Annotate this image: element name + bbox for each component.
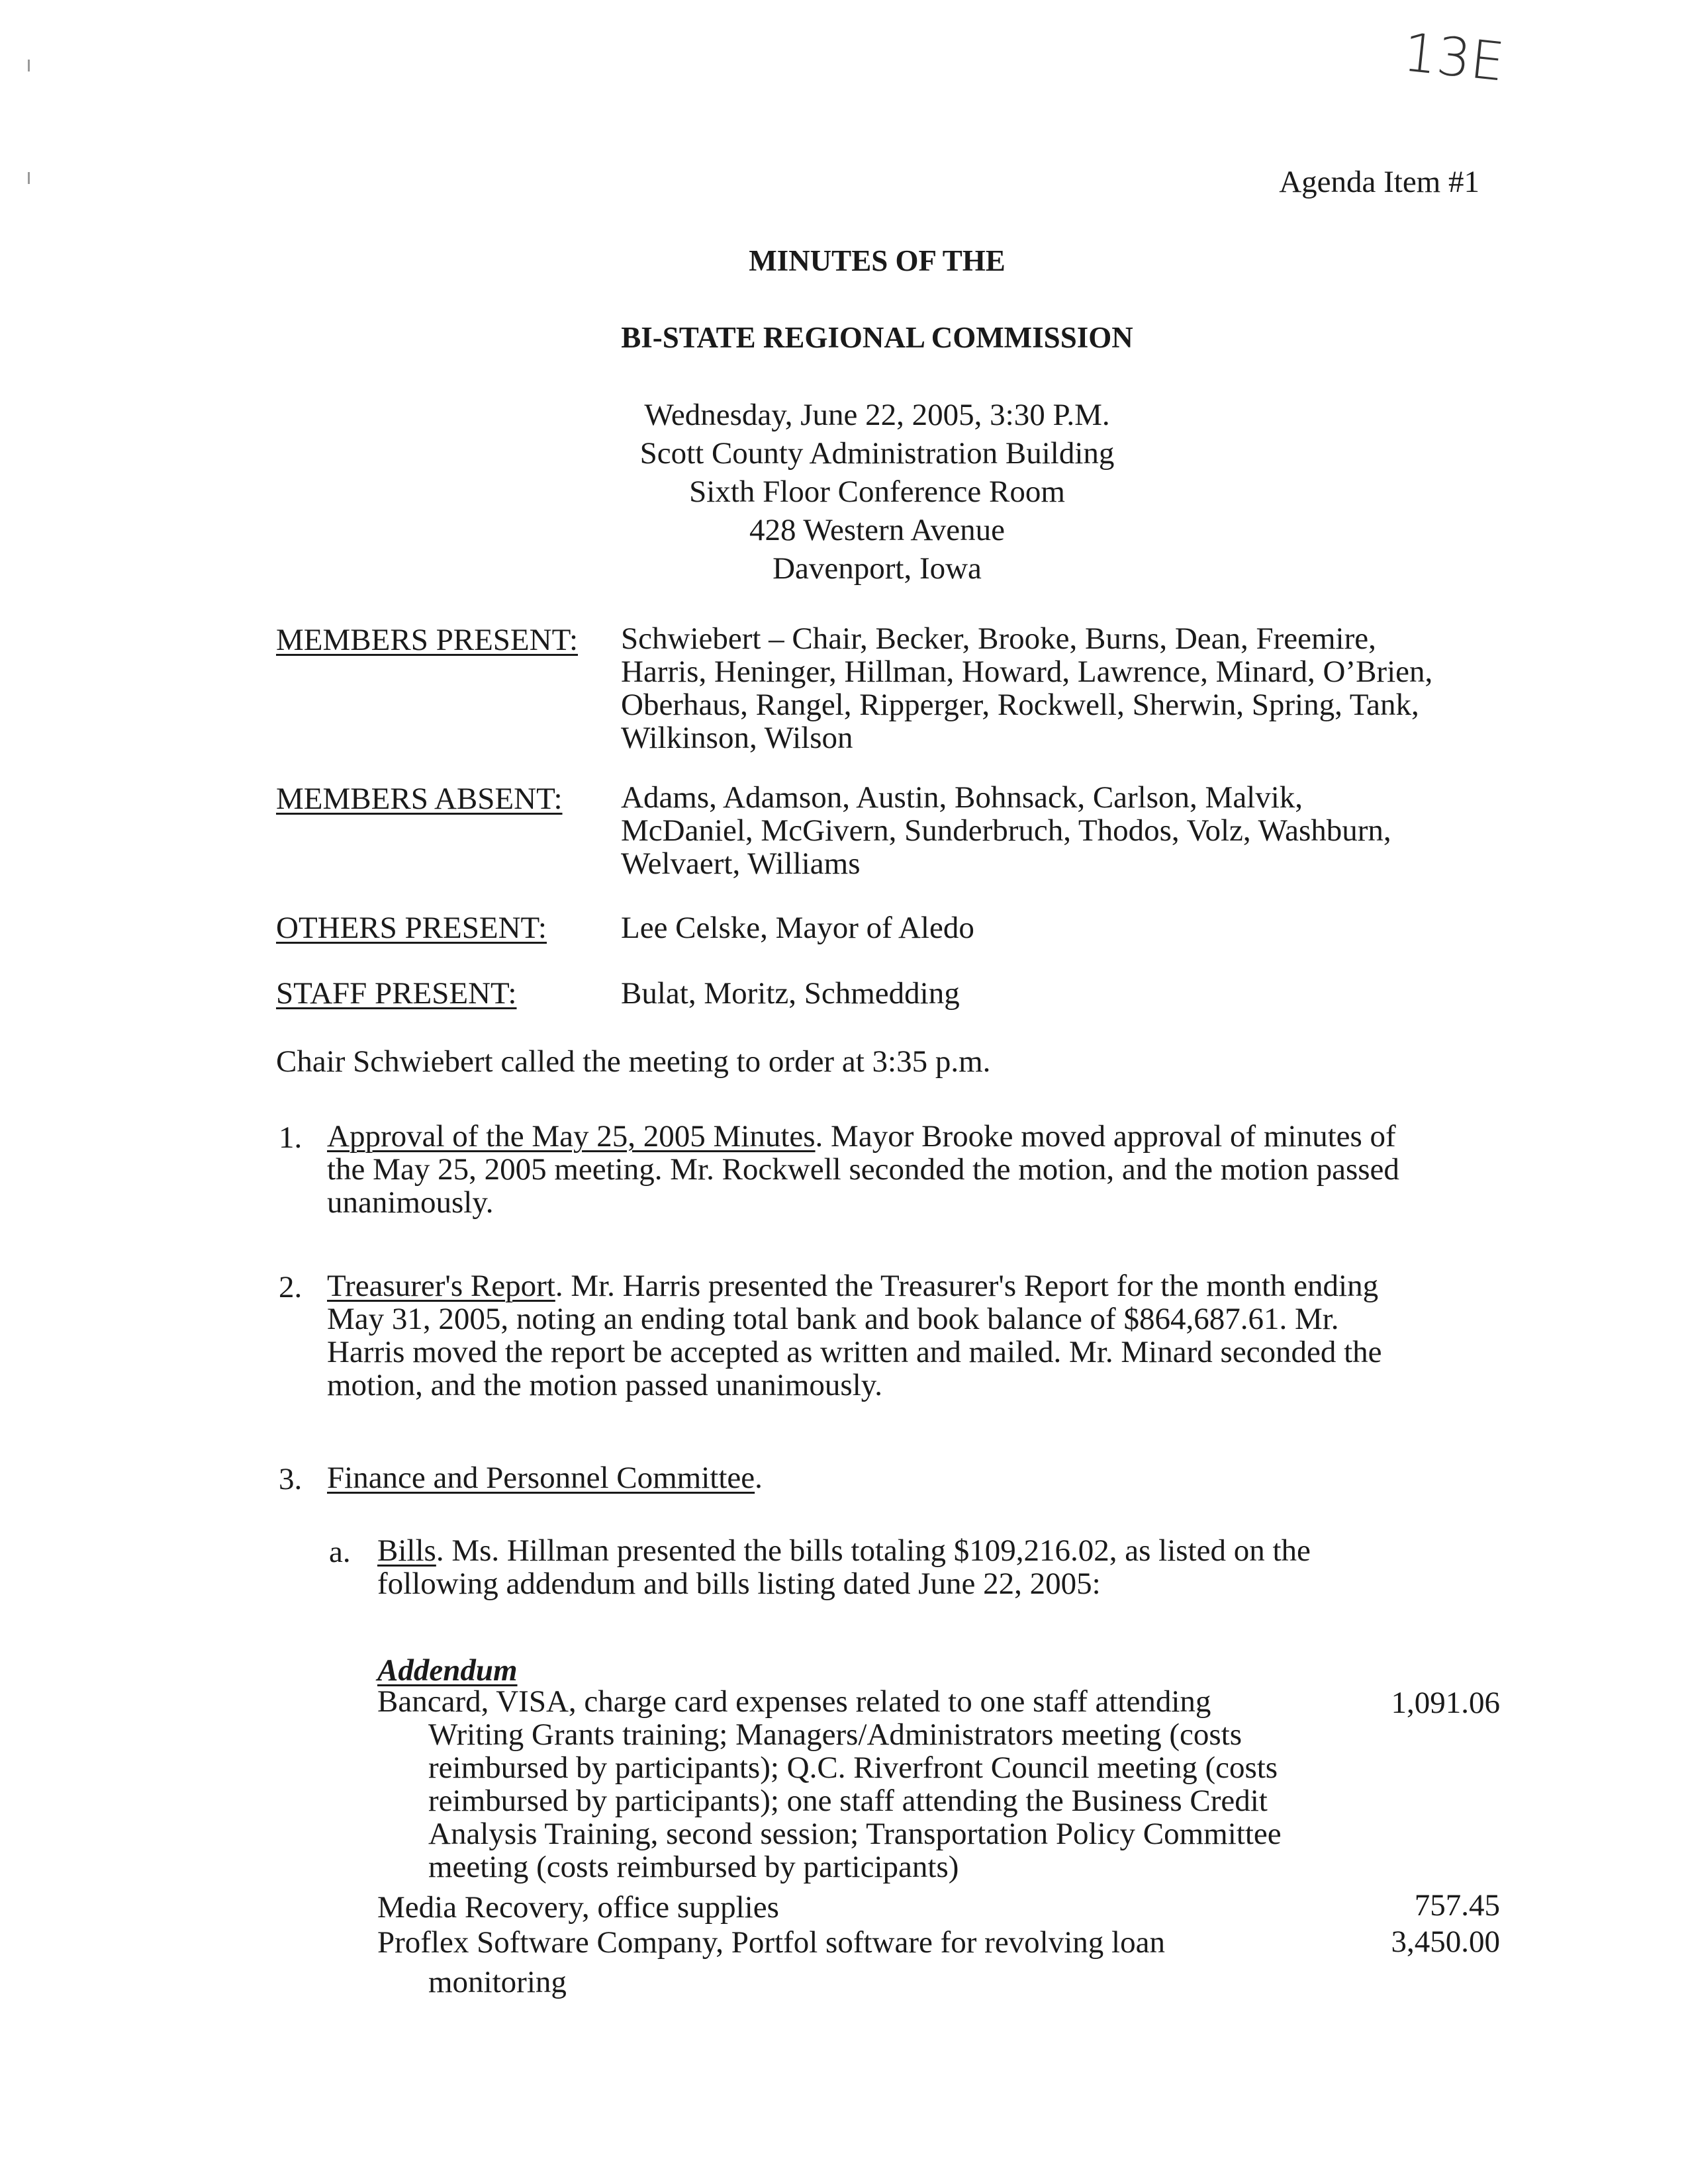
others-present-value: Lee Celske, Mayor of Aledo [621, 911, 974, 945]
text-line: unanimously. [327, 1185, 494, 1220]
addendum-amount: 1,091.06 [1391, 1686, 1500, 1720]
staff-present-label: STAFF PRESENT: [276, 976, 517, 1011]
others-present-label: OTHERS PRESENT: [276, 911, 547, 945]
members-present-list [621, 622, 1432, 754]
subitem-bills [377, 1534, 1311, 1600]
addendum-entry [377, 1685, 1282, 1884]
text-line: following addendum and bills listing dated June 22, 2005: [377, 1567, 1101, 1601]
members-absent-list [621, 781, 1391, 880]
text-line: Wilkinson, Wilson [621, 721, 853, 755]
meeting-building: Scott County Administration Building [639, 436, 1115, 471]
item-heading: Treasurer's Report [327, 1269, 555, 1303]
text-line: Analysis Training, second session; Transportation Policy Committee [428, 1817, 1282, 1851]
text-line: Harris moved the report be accepted as written and mailed. Mr. Minard seconded the [327, 1335, 1382, 1369]
text-line: Oberhaus, Rangel, Ripperger, Rockwell, Sherwin, Spring, Tank, [621, 688, 1419, 722]
text-line: the May 25, 2005 meeting. Mr. Rockwell seconded the motion, and the motion passed [327, 1152, 1399, 1187]
subitem-heading: Bills [377, 1533, 436, 1568]
agenda-item-label: Agenda Item #1 [1279, 165, 1479, 199]
addendum-heading: Addendum [377, 1653, 518, 1688]
members-present-label: MEMBERS PRESENT: [276, 623, 579, 657]
subitem-letter: a. [329, 1535, 351, 1569]
text-line: Schwiebert – Chair, Becker, Brooke, Burns, Dean, Freemire, [621, 621, 1376, 656]
item-number: 3. [279, 1462, 303, 1496]
meeting-street: 428 Western Avenue [749, 513, 1006, 547]
text-line: . [755, 1461, 763, 1495]
text-line: Harris, Heninger, Hillman, Howard, Lawrence, Minard, O’Brien, [621, 655, 1433, 689]
item-approval-minutes [327, 1120, 1399, 1219]
call-to-order: Chair Schwiebert called the meeting to order at 3:35 p.m. [276, 1044, 991, 1079]
text-line: Bancard, VISA, charge card expenses related to one staff attending [377, 1684, 1211, 1719]
item-heading: Finance and Personnel Committee [327, 1461, 755, 1495]
title-line-1: MINUTES OF THE [749, 244, 1006, 277]
text-line: motion, and the motion passed unanimously. [327, 1368, 882, 1402]
item-heading: Approval of the May 25, 2005 Minutes [327, 1119, 816, 1154]
text-line: McDaniel, McGivern, Sunderbruch, Thodos, Volz, Washburn, [621, 813, 1391, 848]
text-line: Adams, Adamson, Austin, Bohnsack, Carlson, Malvik, [621, 780, 1303, 815]
addendum-amount: 3,450.00 [1391, 1925, 1500, 1959]
meeting-room: Sixth Floor Conference Room [689, 475, 1065, 509]
text-line: meeting (costs reimbursed by participants) [428, 1850, 959, 1884]
text-line: reimbursed by participants); Q.C. Riverfront Council meeting (costs [428, 1751, 1278, 1785]
item-number: 1. [279, 1120, 303, 1155]
text-line: . Ms. Hillman presented the bills totaling $109,216.02, as listed on the [436, 1533, 1311, 1568]
meeting-date: Wednesday, June 22, 2005, 3:30 P.M. [644, 398, 1110, 432]
meeting-info [0, 396, 1688, 588]
handwritten-note: 13E [1400, 21, 1507, 93]
item-treasurers-report [327, 1269, 1382, 1402]
text-line: monitoring [428, 1965, 567, 1999]
item-number: 2. [279, 1270, 303, 1304]
title-line-2: BI-STATE REGIONAL COMMISSION [621, 321, 1133, 354]
addendum-entry [377, 1926, 1165, 1999]
scan-mark [28, 172, 30, 184]
text-line: May 31, 2005, noting an ending total bank and book balance of $864,687.61. Mr. [327, 1302, 1339, 1336]
addendum-entry: Media Recovery, office supplies [377, 1890, 779, 1925]
text-line: Proflex Software Company, Portfol software for revolving loan [377, 1925, 1165, 1960]
text-line: reimbursed by participants); one staff attending the Business Credit [428, 1784, 1268, 1818]
scan-mark [28, 60, 30, 71]
meeting-city: Davenport, Iowa [773, 551, 982, 586]
text-line: . Mr. Harris presented the Treasurer's Report for the month ending [555, 1269, 1379, 1303]
text-line: Welvaert, Williams [621, 846, 861, 881]
text-line: . Mayor Brooke moved approval of minutes of [815, 1119, 1396, 1154]
text-line: Writing Grants training; Managers/Administrators meeting (costs [428, 1717, 1242, 1752]
addendum-amount: 757.45 [1414, 1888, 1500, 1923]
staff-present-value: Bulat, Moritz, Schmedding [621, 976, 960, 1011]
item-finance-personnel [327, 1461, 763, 1494]
members-absent-label: MEMBERS ABSENT: [276, 782, 563, 816]
